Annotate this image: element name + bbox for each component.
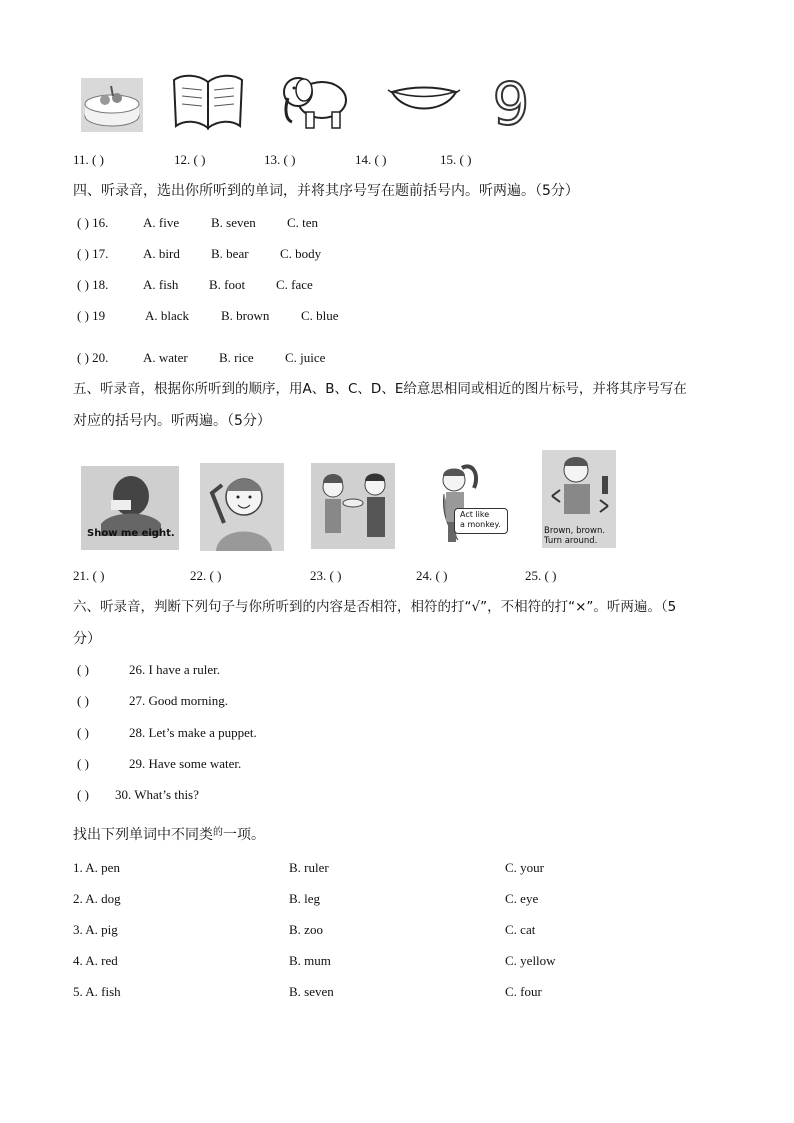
option-a: 3. A. pig	[73, 922, 118, 937]
option-c: C. yellow	[505, 953, 556, 968]
bubble-text-line2: a monkey.	[460, 520, 501, 529]
option-a: A. water	[143, 350, 188, 365]
option-c: C. juice	[285, 350, 326, 365]
book-picture	[170, 70, 246, 132]
sentence: 30. What’s this?	[115, 787, 199, 802]
label-23: 23. ( )	[310, 568, 342, 583]
item-number: ( ) 18.	[77, 277, 109, 292]
option-a: A. bird	[143, 246, 180, 261]
label-21: 21. ( )	[73, 568, 105, 583]
label-22: 22. ( )	[190, 568, 222, 583]
section5-heading-line2: 对应的括号内。听两遍。（5分）	[73, 413, 271, 429]
picture-caption: Show me eight.	[87, 528, 175, 539]
label-13: 13. ( )	[264, 152, 296, 167]
sentence: 28. Let’s make a puppet.	[129, 725, 257, 740]
option-c: C. face	[276, 277, 313, 292]
option-c: C. eye	[505, 891, 539, 906]
section6-heading-line2: 分）	[73, 631, 101, 647]
option-a: 5. A. fish	[73, 984, 121, 999]
bubble-text-line1: Act like	[460, 510, 490, 519]
mouth-picture	[384, 80, 464, 120]
option-a: A. five	[143, 215, 180, 230]
option-b: B. leg	[289, 891, 321, 906]
answer-bracket: ( )	[77, 662, 89, 677]
item-number: ( ) 16.	[77, 215, 109, 230]
option-a: 4. A. red	[73, 953, 118, 968]
label-11: 11. ( )	[73, 152, 104, 167]
option-b: B. seven	[289, 984, 334, 999]
option-b: B. seven	[211, 215, 256, 230]
item-number: ( ) 19	[77, 308, 106, 323]
option-a: A. black	[145, 308, 190, 323]
option-a: 2. A. dog	[73, 891, 121, 906]
section6-heading-line1: 六、听录音，判断下列句子与你所听到的内容是否相符，相符的打“√”，不相符的打“×”。听两遍。（5	[73, 599, 677, 615]
heading-text-small: 的	[213, 827, 223, 838]
picture-caption-line2: Turn around.	[544, 536, 598, 546]
option-b: B. brown	[221, 308, 270, 323]
section4-heading: 四、听录音，选出你所听到的单词，并将其序号写在题前括号内。听两遍。（5分）	[73, 183, 579, 199]
cake-picture	[81, 78, 143, 132]
picture-caption-line1: Brown, brown.	[544, 526, 606, 536]
girl-offering-food-picture	[311, 463, 395, 549]
option-b: B. bear	[211, 246, 249, 261]
option-c: C. body	[280, 246, 322, 261]
elephant-picture	[278, 70, 350, 132]
answer-bracket: ( )	[77, 756, 89, 771]
label-14: 14. ( )	[355, 152, 387, 167]
label-25: 25. ( )	[525, 568, 557, 583]
sentence: 29. Have some water.	[129, 756, 242, 771]
sentence: 26. I have a ruler.	[129, 662, 220, 677]
option-c: C. ten	[287, 215, 319, 230]
option-c: C. your	[505, 860, 544, 875]
boy-scratching-head-picture	[200, 463, 284, 551]
brown-turn-around-picture	[542, 450, 616, 548]
option-b: B. ruler	[289, 860, 329, 875]
act-like-a-monkey-picture	[432, 460, 510, 548]
sentence: 27. Good morning.	[129, 693, 228, 708]
heading-text-part1: 找出下列单词中不同类	[73, 827, 213, 843]
label-15: 15. ( )	[440, 152, 472, 167]
option-b: B. foot	[209, 277, 246, 292]
option-c: C. blue	[301, 308, 339, 323]
item-number: ( ) 17.	[77, 246, 109, 261]
option-b: B. rice	[219, 350, 254, 365]
answer-bracket: ( )	[77, 787, 89, 802]
option-c: C. cat	[505, 922, 536, 937]
answer-bracket: ( )	[77, 693, 89, 708]
answer-bracket: ( )	[77, 725, 89, 740]
heading-text-part2: 一项。	[223, 827, 265, 843]
item-number: ( ) 20.	[77, 350, 109, 365]
section7-heading	[73, 824, 265, 844]
show-me-eight-picture	[81, 466, 179, 550]
label-12: 12. ( )	[174, 152, 206, 167]
section5-heading-line1: 五、听录音，根据你所听到的顺序，用A、B、C、D、E给意思相同或相近的图片标号，并将其序号写在	[73, 381, 687, 397]
option-b: B. mum	[289, 953, 331, 968]
label-24: 24. ( )	[416, 568, 448, 583]
option-c: C. four	[505, 984, 542, 999]
option-a: 1. A. pen	[73, 860, 120, 875]
option-a: A. fish	[143, 277, 179, 292]
number-nine-picture	[486, 72, 536, 130]
option-b: B. zoo	[289, 922, 323, 937]
svg-text:9: 9	[492, 72, 530, 130]
